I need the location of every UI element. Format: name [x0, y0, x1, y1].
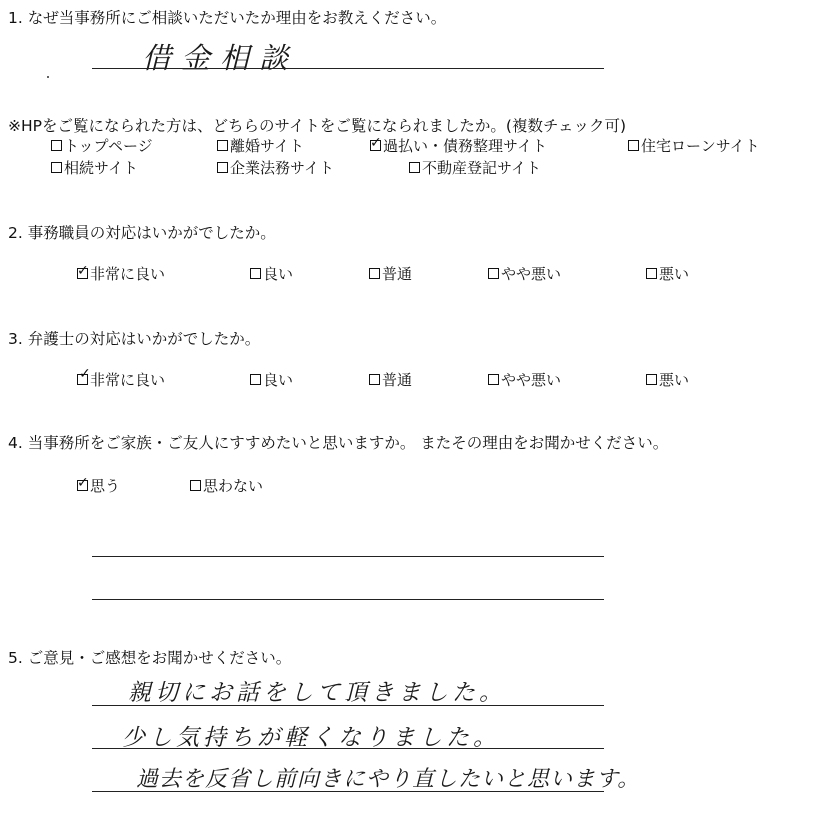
checkbox[interactable]	[250, 268, 261, 279]
q2-option-good[interactable]	[250, 263, 293, 284]
option-label: 過払い・債務整理サイト	[383, 137, 547, 155]
q2-question: 2. 事務職員の対応はいかがでしたか。	[8, 224, 276, 242]
option-label: 相続サイト	[64, 159, 138, 177]
option-label: 非常に良い	[90, 371, 166, 389]
checkbox[interactable]	[77, 366, 91, 385]
site-question: ※HPをご覧になられた方は、どちらのサイトをご覧になられましたか。(複数チェック可)	[8, 117, 627, 135]
checkbox[interactable]	[369, 374, 380, 385]
q1-answer-line	[92, 68, 604, 69]
checkbox[interactable]	[217, 162, 228, 173]
site-option-inheritance[interactable]	[51, 157, 138, 178]
check-mark-icon: ✓	[77, 263, 89, 279]
q4-option-no[interactable]	[190, 475, 263, 496]
checkbox[interactable]	[77, 475, 89, 491]
q5-answer-line-2	[92, 748, 604, 749]
checkbox[interactable]	[409, 162, 420, 173]
checkbox[interactable]	[628, 140, 639, 151]
q3-option-very-good[interactable]	[77, 366, 166, 390]
q2-option-very-good[interactable]	[77, 263, 165, 284]
option-label: 良い	[263, 371, 294, 389]
checkbox[interactable]	[51, 140, 62, 151]
site-option-corporate-law[interactable]	[217, 157, 334, 178]
option-label: 住宅ローンサイト	[641, 137, 760, 155]
check-mark-icon: ✓	[77, 475, 89, 491]
q5-answer-line-1	[92, 705, 604, 706]
option-label: 企業法務サイト	[230, 159, 334, 177]
checkbox[interactable]	[250, 374, 261, 385]
checkbox[interactable]	[77, 263, 89, 279]
option-label: 非常に良い	[90, 265, 166, 283]
q1-answer-handwritten: 借金相談	[142, 41, 299, 75]
option-label: やや悪い	[501, 265, 562, 283]
stray-mark	[47, 76, 49, 78]
q4-reason-line-2	[92, 599, 604, 600]
checkbox[interactable]	[370, 135, 382, 151]
option-label: 思う	[90, 477, 121, 495]
q3-option-bad[interactable]	[646, 369, 689, 390]
q5-answer-line-1-handwritten: 親切にお話をして頂きました。	[128, 680, 506, 706]
q1-question: 1. なぜ当事務所にご相談いただいたか理由をお教えください。	[8, 9, 447, 27]
q3-question: 3. 弁護士の対応はいかがでしたか。	[8, 330, 261, 348]
checkbox[interactable]	[190, 480, 201, 491]
option-label: 離婚サイト	[230, 137, 304, 155]
option-label: 悪い	[659, 265, 690, 283]
q4-reason-line-1	[92, 556, 604, 557]
checkbox[interactable]	[646, 268, 657, 279]
site-option-top-page[interactable]	[51, 135, 153, 156]
q4-question: 4. 当事務所をご家族・ご友人にすすめたいと思いますか。 またその理由をお聞かせください。	[8, 434, 669, 452]
site-option-divorce[interactable]	[217, 135, 304, 156]
checkbox[interactable]	[488, 374, 499, 385]
q4-option-yes[interactable]	[77, 475, 120, 496]
q5-answer-line-2-handwritten: 少し気持ちが軽くなりました。	[122, 725, 500, 751]
option-label: 普通	[382, 371, 413, 389]
check-mark-icon: ✓	[79, 366, 91, 382]
q3-option-normal[interactable]	[369, 369, 412, 390]
site-option-overpayment-debt[interactable]	[370, 135, 547, 156]
checkbox[interactable]	[51, 162, 62, 173]
checkbox[interactable]	[488, 268, 499, 279]
check-mark-icon: ✓	[370, 135, 382, 151]
q3-option-somewhat-bad[interactable]	[488, 369, 561, 390]
checkbox[interactable]	[369, 268, 380, 279]
q2-option-somewhat-bad[interactable]	[488, 263, 561, 284]
q5-question: 5. ご意見・ご感想をお聞かせください。	[8, 649, 292, 667]
option-label: 不動産登記サイト	[422, 159, 541, 177]
checkbox[interactable]	[217, 140, 228, 151]
site-option-housing-loan[interactable]	[628, 135, 760, 156]
checkbox[interactable]	[646, 374, 657, 385]
q5-answer-line-3-handwritten: 過去を反省し前向きにやり直したいと思います。	[136, 767, 641, 792]
q2-option-bad[interactable]	[646, 263, 689, 284]
q2-option-normal[interactable]	[369, 263, 412, 284]
option-label: やや悪い	[501, 371, 562, 389]
option-label: 良い	[263, 265, 294, 283]
option-label: 普通	[382, 265, 413, 283]
site-option-real-estate[interactable]	[409, 157, 541, 178]
option-label: トップページ	[64, 137, 153, 155]
q5-answer-line-3	[92, 791, 604, 792]
option-label: 思わない	[203, 477, 264, 495]
q3-option-good[interactable]	[250, 369, 293, 390]
option-label: 悪い	[659, 371, 690, 389]
